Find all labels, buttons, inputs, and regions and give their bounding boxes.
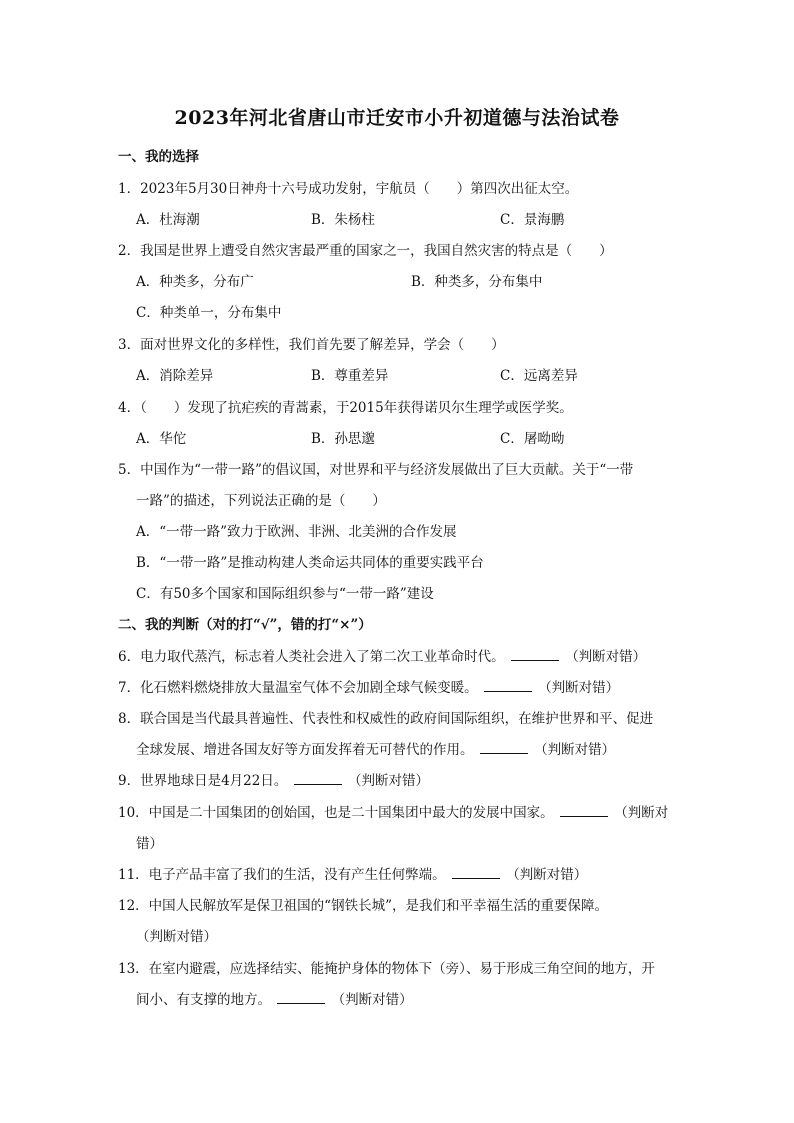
judge-instruction: （判断对错） [347, 773, 429, 789]
question-4-stem: 4．（ ）发现了抗疟疾的青蒿素，于2015年获得诺贝尔生理学或医学奖。 [118, 400, 573, 416]
judge-instruction: （判断对错） [506, 867, 588, 883]
question-13-line2 [136, 988, 413, 1008]
question-8-text: 全球发展、增进各国友好等方面发挥着无可替代的作用。 [136, 742, 474, 758]
question-13-line1: 13．在室内避震，应选择结实、能掩护身体的物体下（旁）、易于形成三角空间的地方，开 [118, 961, 655, 977]
question-6 [118, 645, 646, 665]
question-7-text: 7．化石燃料燃烧排放大量温室气体不会加剧全球气候变暖。 [118, 680, 478, 696]
question-11 [118, 863, 587, 883]
question-6-text: 6．电力取代蒸汽，标志着人类社会进入了第二次工业革命时代。 [118, 649, 505, 665]
question-12-line1: 12．中国人民解放军是保卫祖国的“钢铁长城”，是我们和平幸福生活的重要保障。 [118, 898, 608, 914]
judge-instruction: （判断对错） [331, 992, 413, 1008]
question-4-option-c: C．屠呦呦 [500, 431, 565, 447]
question-5-option-c: C．有50多个国家和国际组织参与“一带一路”建设 [136, 586, 434, 602]
answer-blank[interactable] [294, 772, 342, 785]
question-8-line1: 8．联合国是当代最具普遍性、代表性和权威性的政府间国际组织，在维护世界和平、促进 [118, 711, 654, 727]
section-heading-judge: 二、我的判断（对的打“√”，错的打“×”） [118, 617, 372, 633]
question-3-option-a: A．消除差异 [136, 368, 214, 384]
question-2-option-a: A．种类多，分布广 [136, 274, 254, 290]
question-9-text: 9．世界地球日是4月22日。 [118, 773, 288, 789]
question-13-text: 间小、有支撑的地方。 [136, 992, 271, 1008]
question-10-text: 10．中国是二十国集团的创始国，也是二十国集团中最大的发展中国家。 [118, 805, 554, 821]
question-3-stem: 3．面对世界文化的多样性，我们首先要了解差异，学会（ ） [118, 337, 505, 353]
judge-instruction: （判断对错） [534, 742, 616, 758]
question-10-line1 [118, 801, 668, 821]
question-1-stem: 1．2023年5月30日神舟十六号成功发射，宇航员（ ）第四次出征太空。 [118, 181, 579, 197]
answer-blank[interactable] [452, 866, 500, 879]
judge-instruction: （判断对错） [565, 649, 647, 665]
question-7 [118, 676, 619, 696]
question-5-stem-line1: 5．中国作为“一带一路”的倡议国，对世界和平与经济发展做出了巨大贡献。关于“一带 [118, 462, 634, 478]
judge-instruction-part: （判断对 [614, 805, 669, 821]
answer-blank[interactable] [560, 804, 608, 817]
question-10-line2: 错） [136, 836, 163, 852]
question-2-stem: 2．我国是世界上遭受自然灾害最严重的国家之一，我国自然灾害的特点是（ ） [118, 243, 613, 259]
question-2-option-b: B．种类多，分布集中 [411, 274, 543, 290]
question-9 [118, 769, 429, 789]
judge-instruction: （判断对错） [538, 680, 620, 696]
question-12-line2: （判断对错） [136, 929, 217, 945]
question-5-stem-line2: 一路”的描述，下列说法正确的是（ ） [136, 493, 386, 509]
page-title: 2023年河北省唐山市迁安市小升初道德与法治试卷 [174, 107, 620, 129]
section-heading-choice: 一、我的选择 [118, 149, 199, 165]
answer-blank[interactable] [511, 648, 559, 661]
question-8-line2 [136, 738, 615, 758]
question-4-option-a: A．华佗 [136, 431, 187, 447]
question-4-option-b: B．孙思邈 [311, 431, 375, 447]
answer-blank[interactable] [277, 991, 325, 1004]
question-5-option-a: A．“一带一路”致力于欧洲、非洲、北美洲的合作发展 [136, 524, 457, 540]
answer-blank[interactable] [480, 741, 528, 754]
question-2-option-c: C．种类单一，分布集中 [136, 305, 282, 321]
question-1-option-b: B．朱杨柱 [311, 212, 375, 228]
question-5-option-b: B．“一带一路”是推动构建人类命运共同体的重要实践平台 [136, 555, 484, 571]
question-1-option-a: A．杜海潮 [136, 212, 200, 228]
question-3-option-b: B．尊重差异 [311, 368, 389, 384]
question-11-text: 11．电子产品丰富了我们的生活，没有产生任何弊端。 [118, 867, 446, 883]
question-1-option-c: C．景海鹏 [500, 212, 565, 228]
question-3-option-c: C．远离差异 [500, 368, 578, 384]
answer-blank[interactable] [484, 679, 532, 692]
